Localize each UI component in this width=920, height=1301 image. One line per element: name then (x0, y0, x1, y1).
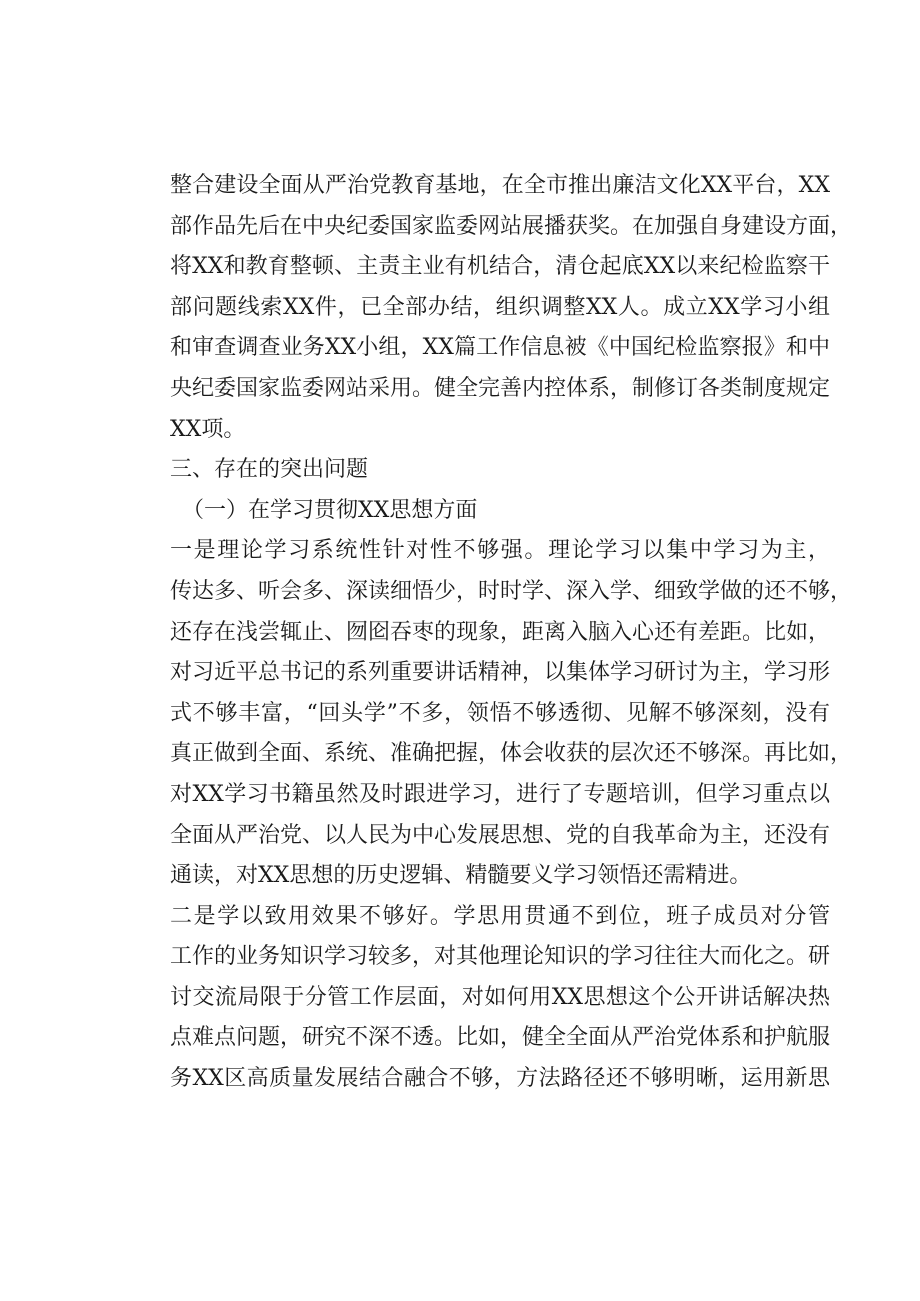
text-line: 点难点问题，研究不深不透。比如，健全全面从严治党体系和护航服 (170, 1025, 831, 1051)
text-line: 式不够丰富，“回头学”不多，领悟不够透彻、见解不够深刻，没有 (170, 700, 830, 726)
text-line: XX项。 (170, 416, 246, 442)
text-line: 务XX区高质量发展结合融合不够，方法路径还不够明晰，运用新思 (170, 1066, 830, 1092)
text-line: 对习近平总书记的系列重要讲话精神，以集体学习研讨为主，学习形 (170, 660, 831, 686)
text-line: 还存在浅尝辄止、囫囵吞枣的现象，距离入脑入心还有差距。比如， (170, 619, 831, 645)
text-line: 传达多、听会多、深读细悟少，时时学、深入学、细致学做的还不够， (170, 578, 853, 604)
subsection-heading: （一）在学习贯彻XX思想方面 (182, 497, 478, 523)
text-line: 一是理论学习系统性针对性不够强。理论学习以集中学习为主， (170, 538, 830, 564)
paragraph-application-effect (170, 897, 830, 1100)
text-line: 部作品先后在中央纪委国家监委网站展播获奖。在加强自身建设方面， (170, 213, 853, 239)
text-line: 央纪委国家监委网站采用。健全完善内控体系，制修订各类制度规定 (170, 375, 831, 401)
paragraph-self-construction (170, 166, 853, 450)
text-line: 部问题线索XX件，已全部办结，组织调整XX人。成立XX学习小组 (170, 294, 830, 320)
text-line: 二是学以致用效果不够好。学思用贯通不到位，班子成员对分管 (170, 903, 830, 929)
text-line: 讨交流局限于分管工作层面，对如何用XX思想这个公开讲话解决热 (170, 984, 830, 1010)
text-line: 将XX和教育整顿、主责主业有机结合，清仓起底XX以来纪检监察干 (170, 254, 830, 280)
text-line: 工作的业务知识学习较多，对其他理论知识的学习往往大而化之。研 (170, 944, 831, 970)
paragraph-theory-study (170, 531, 853, 896)
text-line: 通读，对XX思想的历史逻辑、精髓要义学习领悟还需精进。 (170, 863, 752, 889)
document-body (170, 166, 853, 1100)
text-line: 对XX学习书籍虽然及时跟进学习，进行了专题培训，但学习重点以 (170, 781, 830, 807)
text-line: 整合建设全面从严治党教育基地，在全市推出廉洁文化XX平台，XX (170, 173, 830, 198)
text-line: 和审查调查业务XX小组，XX篇工作信息被《中国纪检监察报》和中 (170, 335, 830, 361)
section-heading: 三、存在的突出问题 (170, 457, 369, 483)
text-line: 真正做到全面、系统、准确把握，体会收获的层次还不够深。再比如， (170, 741, 853, 767)
text-line: 全面从严治党、以人民为中心发展思想、党的自我革命为主，还没有 (170, 822, 831, 848)
